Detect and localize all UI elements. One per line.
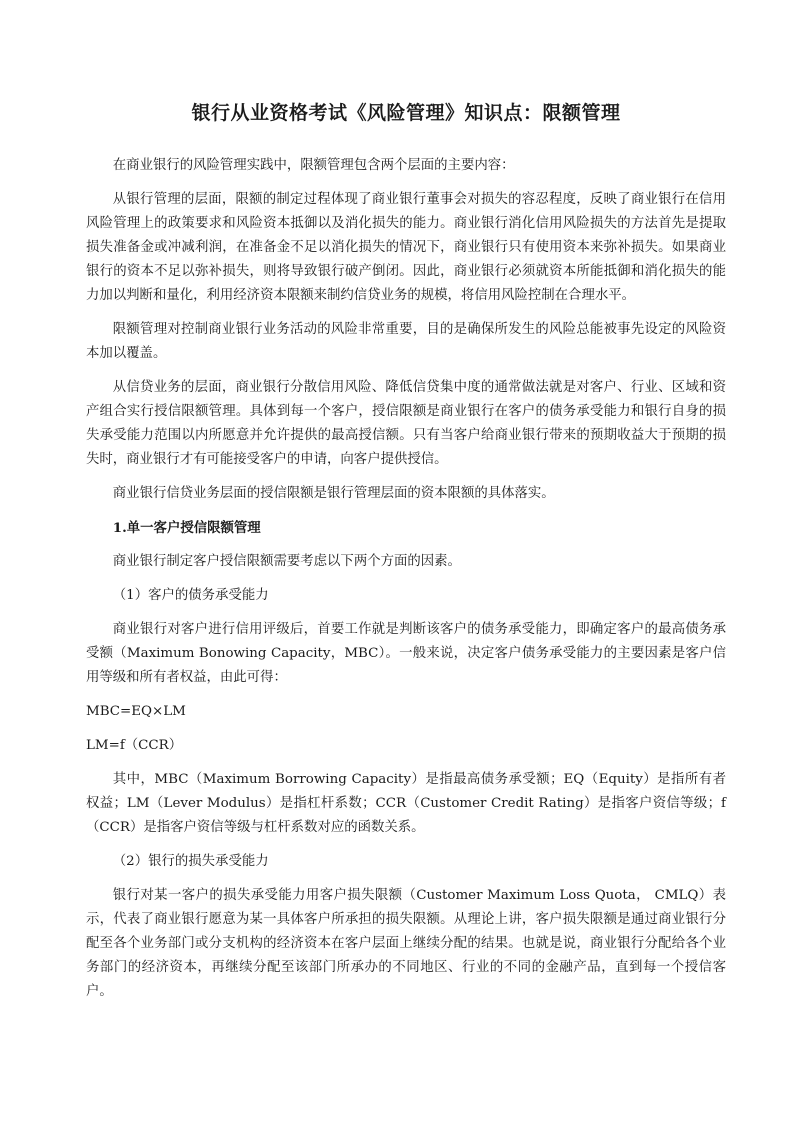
paragraph-credit-business: 从信贷业务的层面，商业银行分散信用风险、降低信贷集中度的通常做法就是对客户、行业、区域和资产组合实行授信限额管理。具体到每一个客户，授信限额是商业银行在客户的债务承受能力和银行自身的损失承受能力范围以内所愿意并允许提供的最高授信额。只有当客户给商业银行带来的预期收益大于预期的损失时，商业银行才有可能接受客户的申请，向客户提供授信。 (86, 380, 726, 467)
formula-lm: LM=f（CCR） (86, 738, 183, 753)
paragraph-limit-importance: 限额管理对控制商业银行业务活动的风险非常重要，目的是确保所发生的风险总能被事先设定的风险资本加以覆盖。 (86, 322, 726, 361)
paragraph-cmlq: 银行对某一客户的损失承受能力用客户损失限额（Customer Maximum Loss Quota， CMLQ）表示，代表了商业银行愿意为某一具体客户所承担的损失限额。从理论上讲，客户损失限额是通过商业银行分配至各个业务部门或分支机构的经济资本在客户层面上继续分配的结果。也就是说，商业银行分配给各个业务部门的经济资本，再继续分配至该部门所承办的不同地区、行业的不同的金融产品，直到每一个授信客户。 (86, 888, 726, 999)
formula-mbc: MBC=EQ×LM (86, 704, 186, 719)
subheading-loss-capacity: （2）银行的损失承受能力 (112, 854, 269, 869)
section-heading-single-client: 1.单一客户授信限额管理 (112, 520, 261, 536)
subheading-debt-capacity: （1）客户的债务承受能力 (112, 588, 269, 603)
document-title: 银行从业资格考试《风险管理》知识点：限额管理 (191, 102, 621, 124)
paragraph-bank-management: 从银行管理的层面，限额的制定过程体现了商业银行董事会对损失的容忍程度，反映了商业银行在信用风险管理上的政策要求和风险资本抵御以及消化损失的能力。商业银行消化信用风险损失的方法首先是提取损失准备金或冲减利润，在准备金不足以消化损失的情况下，商业银行只有使用资本来弥补损失。如果商业银行的资本不足以弥补损失，则将导致银行破产倒闭。因此，商业银行必须就资本所能抵御和消化损失的能力加以判断和量化，利用经济资本限额来制约信贷业务的规模，将信用风险控制在合理水平。 (86, 192, 726, 303)
paragraph-definitions: 其中，MBC（Maximum Borrowing Capacity）是指最高债务承受额；EQ（Equity）是指所有者权益；LM（Lever Modulus）是指杠杆系数；CCR（Customer Credit Rating）是指客户资信等级；f（CCR）是指客户资信等级与杠杆系数对应的函数关系。 (86, 772, 726, 835)
paragraph-intro: 在商业银行的风险管理实践中，限额管理包含两个层面的主要内容： (112, 158, 515, 173)
paragraph-mbc: 商业银行对客户进行信用评级后，首要工作就是判断该客户的债务承受能力，即确定客户的最高债务承受额（Maximum Bonowing Capacity，MBC）。一般来说，决定客户债务承受能力的主要因素是客户信用等级和所有者权益，由此可得： (86, 622, 726, 685)
paragraph-implementation: 商业银行信贷业务层面的授信限额是银行管理层面的资本限额的具体落实。 (112, 486, 555, 501)
paragraph-factors: 商业银行制定客户授信限额需要考虑以下两个方面的因素。 (112, 554, 461, 569)
document-page (86, 98, 726, 1014)
